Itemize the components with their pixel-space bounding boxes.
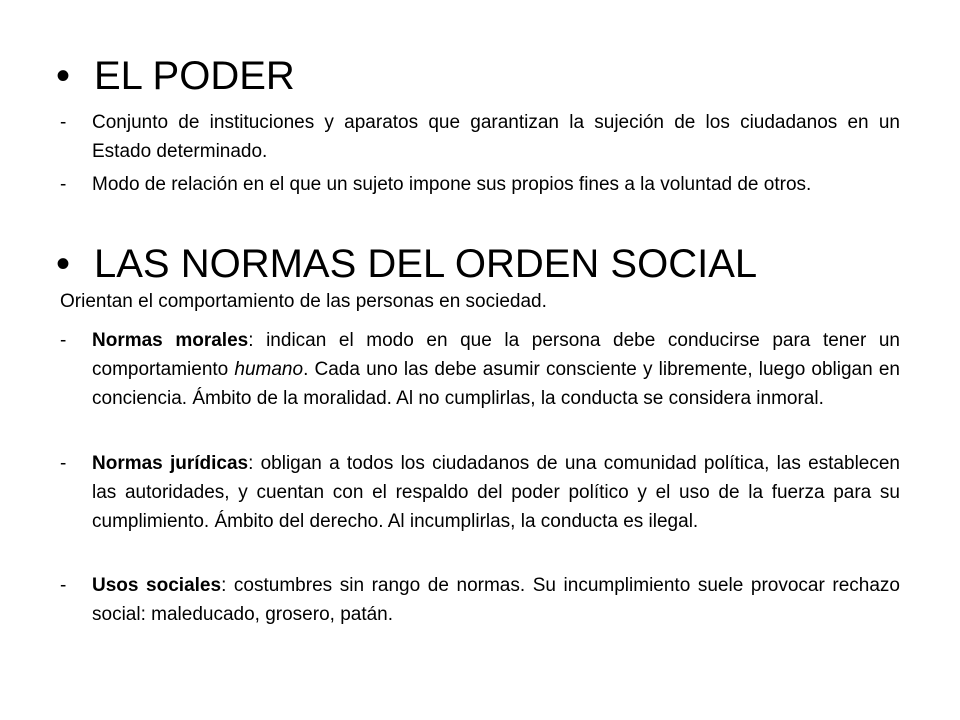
item-text: Conjunto de instituciones y aparatos que garantizan la sujeción de los ciudadanos en un Estado determinado.	[92, 112, 900, 162]
dash-marker: -	[60, 575, 67, 596]
bullet-icon: •	[56, 242, 71, 286]
item-body: : obligan a todos los ciudadanos de una comunidad política, las establecen las autoridades, y cuentan con el respaldo del poder político y el uso de la fuerza para su cumplimiento. Ámbito del derecho. Al incumplirlas, la conducta es ilegal.	[92, 453, 900, 532]
term-usos-sociales: Usos sociales	[92, 575, 222, 596]
heading-text: LAS NORMAS DEL ORDEN SOCIAL	[94, 242, 758, 286]
emphasis-humano: humano	[234, 359, 304, 380]
item-text	[92, 571, 900, 629]
list-item	[60, 108, 900, 166]
list-item	[60, 326, 900, 413]
term-normas-juridicas: Normas jurídicas	[92, 453, 249, 474]
item-body: : indican el modo en que la persona debe conducirse para tener un comportamiento	[92, 330, 900, 380]
heading-text: EL PODER	[94, 54, 295, 98]
item-text: Modo de relación en el que un sujeto impone sus propios fines a la voluntad de otros.	[92, 174, 812, 195]
heading-normas-orden-social	[56, 242, 757, 286]
dash-marker: -	[60, 330, 67, 351]
bullet-icon: •	[56, 54, 71, 98]
dash-marker: -	[60, 453, 67, 474]
item-body: : costumbres sin rango de normas. Su incumplimiento suele provocar rechazo social: maleducado, grosero, patán.	[92, 575, 900, 625]
item-text	[92, 326, 900, 413]
list-item	[60, 571, 900, 629]
term-normas-morales: Normas morales	[92, 330, 249, 351]
list-item	[60, 449, 900, 536]
item-text	[92, 449, 900, 536]
item-body: . Cada uno las debe asumir consciente y libremente, luego obligan en conciencia. Ámbito de la moralidad. Al no cumplirlas, la conducta se considera inmoral.	[92, 359, 900, 409]
dash-marker: -	[60, 112, 67, 133]
heading-el-poder	[56, 54, 295, 98]
dash-marker: -	[60, 174, 67, 195]
intro-text: Orientan el comportamiento de las personas en sociedad.	[60, 291, 547, 312]
list-item	[60, 170, 900, 199]
